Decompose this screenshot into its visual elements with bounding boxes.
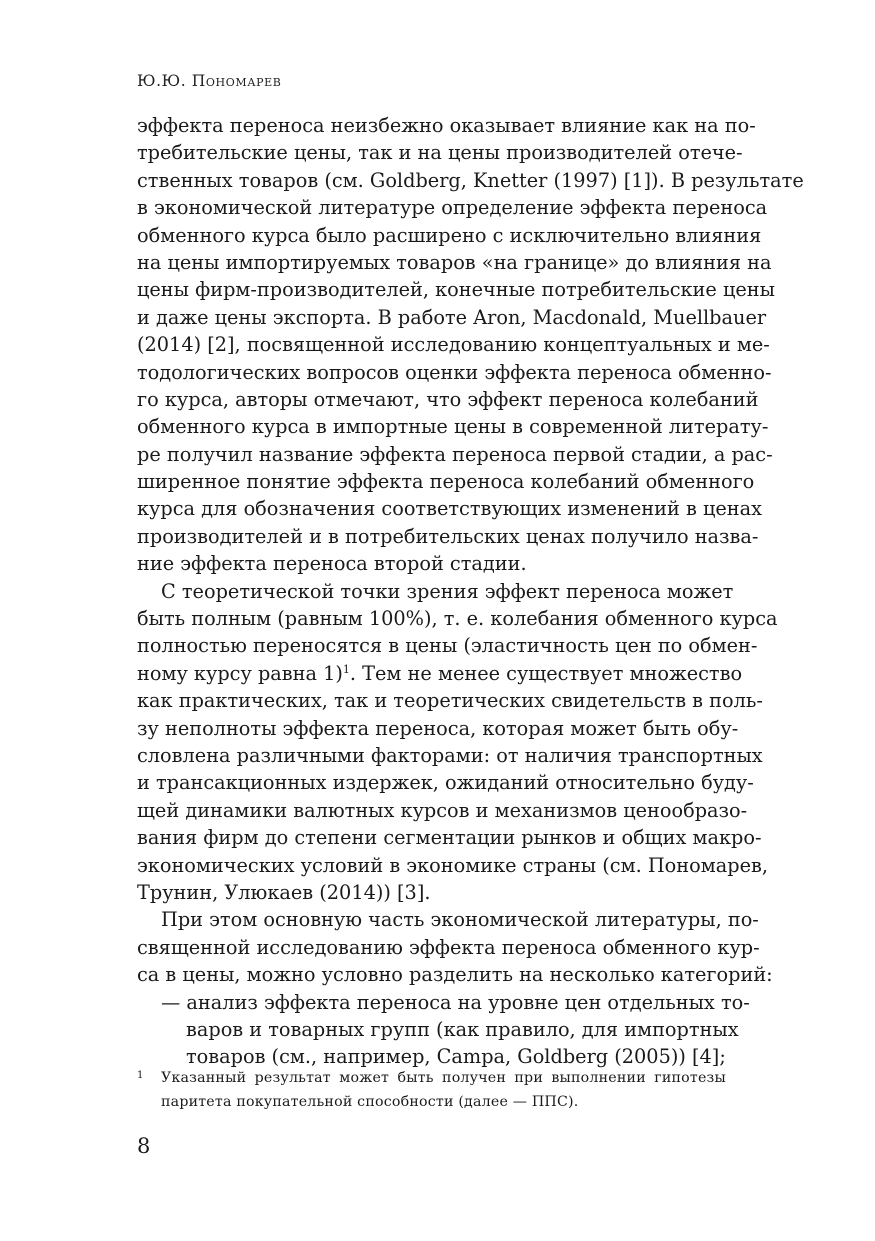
text-line: на цены импортируемых товаров «на границе» до влияния на	[137, 250, 772, 274]
text-line: вания фирм до степени сегментации рынков и общих макро-	[137, 826, 762, 850]
text-fragment: . Тем не менее существует множество	[349, 661, 743, 685]
text-line: (2014) [2], посвященной исследованию концептуальных и ме-	[137, 333, 770, 357]
running-head	[137, 72, 281, 90]
text-line: эффекта переноса неизбежно оказывает влияние как на по-	[137, 114, 756, 137]
footnote	[137, 1066, 726, 1114]
author-surname: Пономарев	[191, 72, 282, 90]
text-line: С теоретической точки зрения эффект переноса может	[161, 579, 734, 603]
text-line: священной исследованию эффекта переноса обменного кур-	[137, 935, 760, 959]
list-item-line: — анализ эффекта переноса на уровне цен отдельных то-	[161, 990, 750, 1014]
text-line: требительские цены, так и на цены производителей отече-	[137, 141, 743, 165]
text-line: ственных товаров (см. Goldberg, Knetter (1997) [1]). В результате	[137, 168, 804, 192]
page-number: 8	[137, 1134, 151, 1158]
footnote-line: Указанный результат может быть получен при выполнении гипотезы	[161, 1070, 726, 1086]
author-initials: Ю.Ю.	[137, 72, 187, 90]
text-line: цены фирм-производителей, конечные потребительские цены	[137, 278, 775, 302]
text-line: полностью переносятся в цены (эластичность цен по обмен-	[137, 634, 758, 658]
text-line-with-footnote	[137, 660, 743, 687]
text-line: ре получил название эффекта переноса первой стадии, а рас-	[137, 442, 773, 466]
text-line: ние эффекта переноса второй стадии.	[137, 552, 527, 576]
footnote-reference[interactable]: 1	[342, 662, 350, 676]
text-line: ширенное понятие эффекта переноса колебаний обменного	[137, 470, 755, 494]
footnote-mark: 1	[137, 1070, 144, 1081]
text-line: и трансакционных издержек, ожиданий относительно буду-	[137, 771, 754, 795]
text-line: курса для обозначения соответствующих изменений в ценах	[137, 497, 762, 521]
text-line: обменного курса было расширено с исключительно влияния	[137, 223, 762, 247]
body-text	[137, 112, 804, 1071]
text-line: как практических, так и теоретических свидетельств в поль-	[137, 689, 763, 713]
text-line: и даже цены экспорта. В работе Aron, Macdonald, Muellbauer	[137, 305, 767, 329]
text-line: быть полным (равным 100%), т. е. колебания обменного курса	[137, 607, 778, 631]
text-fragment: ному курсу равна 1)	[137, 661, 343, 685]
text-line: Трунин, Улюкаев (2014)) [3].	[137, 880, 431, 904]
footnote-line: паритета покупательной способности (далее — ППС).	[161, 1094, 579, 1110]
text-line: производителей и в потребительских ценах получило назва-	[137, 524, 759, 548]
text-line: зу неполноты эффекта переноса, которая может быть обу-	[137, 716, 739, 740]
text-line: са в цены, можно условно разделить на несколько категорий:	[137, 963, 773, 987]
text-line: При этом основную часть экономической литературы, по-	[161, 908, 759, 932]
text-line: словлена различными факторами: от наличия транспортных	[137, 743, 763, 767]
list-item-line: товаров (см., например, Campa, Goldberg (2005)) [4];	[186, 1045, 726, 1069]
text-line: го курса, авторы отмечают, что эффект переноса колебаний	[137, 387, 759, 411]
text-line: тодологических вопросов оценки эффекта переноса обменно-	[137, 360, 772, 384]
list-item-line: варов и товарных групп (как правило, для импортных	[186, 1017, 739, 1041]
text-line: щей динамики валютных курсов и механизмов ценообразо-	[137, 798, 748, 822]
text-line: обменного курса в импортные цены в современной литерату-	[137, 415, 769, 439]
text-line: в экономической литературе определение эффекта переноса	[137, 196, 768, 220]
text-line: экономических условий в экономике страны (см. Пономарев,	[137, 853, 768, 877]
